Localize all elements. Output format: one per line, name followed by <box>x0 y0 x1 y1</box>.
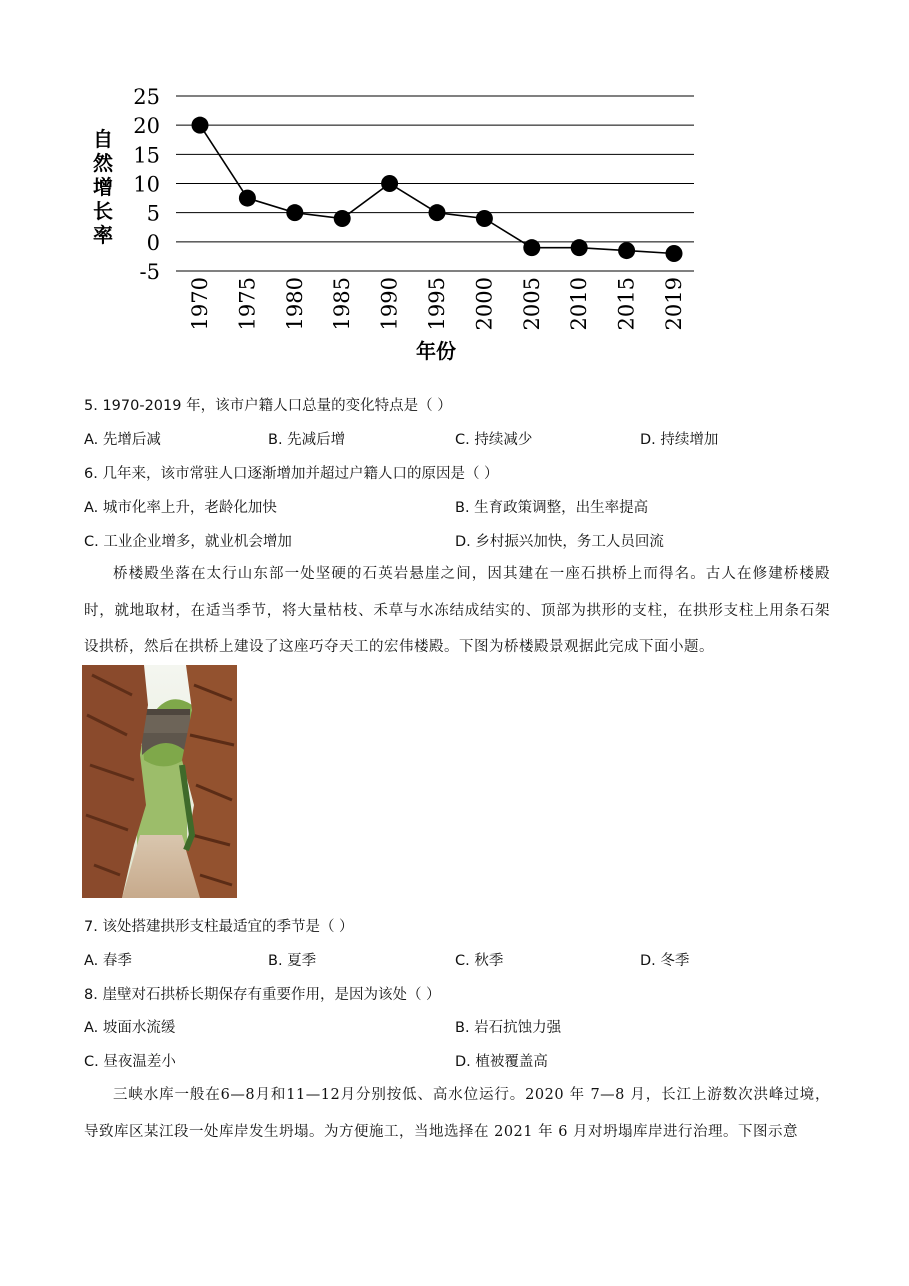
growth-rate-chart <box>0 0 909 380</box>
q5-option-b[interactable]: B. 先减后增 <box>268 432 346 448</box>
data-point <box>381 175 398 192</box>
data-points <box>192 117 683 262</box>
data-point <box>239 190 256 207</box>
q8-option-d[interactable]: D. 植被覆盖高 <box>455 1054 548 1070</box>
q8-option-c[interactable]: C. 昼夜温差小 <box>84 1054 176 1070</box>
q8-stem: 8. 崖壁对石拱桥长期保存有重要作用，是因为该处（ ） <box>84 987 441 1003</box>
q6-option-b[interactable]: B. 生育政策调整，出生率提高 <box>455 500 649 516</box>
q6-option-c[interactable]: C. 工业企业增多，就业机会增加 <box>84 534 292 550</box>
data-point <box>523 239 540 256</box>
series-line <box>200 125 674 253</box>
q5-stem: 5. 1970-2019 年，该市户籍人口总量的变化特点是（ ） <box>84 398 452 414</box>
q7-option-d[interactable]: D. 冬季 <box>640 953 690 969</box>
data-point <box>571 239 588 256</box>
x-tick-label: 1985 <box>330 277 355 331</box>
q6-option-a[interactable]: A. 城市化率上升，老龄化加快 <box>84 500 277 516</box>
qiaolou-photo <box>82 665 237 898</box>
y-axis-label-char: 率 <box>93 223 113 247</box>
x-axis-label: 年份 <box>416 339 456 363</box>
x-tick-label: 1975 <box>235 277 260 331</box>
y-axis-label-char: 长 <box>93 199 113 223</box>
q8-option-a[interactable]: A. 坡面水流缓 <box>84 1020 176 1036</box>
q5-option-a[interactable]: A. 先增后减 <box>84 432 161 448</box>
y-tick-label: 20 <box>133 114 160 139</box>
y-tick-label: 0 <box>146 230 160 255</box>
q7-option-a[interactable]: A. 春季 <box>84 953 132 969</box>
y-tick-label: -5 <box>139 260 160 284</box>
q6-stem: 6. 几年来，该市常驻人口逐渐增加并超过户籍人口的原因是（ ） <box>84 466 499 482</box>
data-point <box>618 242 635 259</box>
passage-three-gorges: 三峡水库一般在6—8月和11—12月分别按低、高水位运行。2020 年 7—8 月，长江上游数次洪峰过境，导致库区某江段一处库岸发生坍塌。为方便施工，当地选择在 2021 年 6 月对坍塌库岸进行治理。下图示意 <box>84 1087 830 1140</box>
q8-option-b[interactable]: B. 岩石抗蚀力强 <box>455 1020 562 1036</box>
y-axis-label-char: 然 <box>93 151 113 175</box>
q5-option-c[interactable]: C. 持续减少 <box>455 432 533 448</box>
x-tick-label: 1990 <box>377 277 402 331</box>
q7-option-c[interactable]: C. 秋季 <box>455 953 504 969</box>
q6-option-d[interactable]: D. 乡村振兴加快，务工人员回流 <box>455 534 664 550</box>
x-tick-label: 2019 <box>662 277 686 331</box>
x-tick-label: 2015 <box>614 277 639 331</box>
data-point <box>666 245 683 262</box>
q5-option-d[interactable]: D. 持续增加 <box>640 432 719 448</box>
passage-qiaolou: 桥楼殿坐落在太行山东部一处坚硬的石英岩悬崖之间，因其建在一座石拱桥上而得名。古人在修建桥楼殿时，就地取材，在适当季节，将大量枯枝、禾草与水冻结成结实的、顶部为拱形的支柱，在拱形支柱上用条石架设拱桥，然后在拱桥上建设了这座巧夺天工的宏伟楼殿。下图为桥楼殿景观据此完成下面小题。 <box>84 566 830 655</box>
y-axis-label-char: 增 <box>93 175 113 199</box>
x-tick-label: 2005 <box>519 277 544 331</box>
data-point <box>429 204 446 221</box>
x-tick-label: 2000 <box>472 277 497 331</box>
data-point <box>476 210 493 227</box>
y-axis-tick-labels <box>133 85 160 284</box>
data-point <box>192 117 209 134</box>
chart-gridlines <box>176 96 694 271</box>
y-tick-label: 15 <box>133 143 160 168</box>
x-tick-label: 1980 <box>282 277 307 331</box>
x-tick-label: 2010 <box>567 277 592 331</box>
x-tick-label: 1970 <box>188 277 212 331</box>
q7-stem: 7. 该处搭建拱形支柱最适宜的季节是（ ） <box>84 919 354 935</box>
y-axis-label-char: 自 <box>93 127 113 151</box>
x-axis-tick-labels <box>188 277 686 330</box>
q7-option-b[interactable]: B. 夏季 <box>268 953 317 969</box>
data-point <box>286 204 303 221</box>
data-point <box>334 210 351 227</box>
y-tick-label: 25 <box>133 85 160 109</box>
y-tick-label: 5 <box>146 201 160 226</box>
y-axis-label <box>93 127 114 247</box>
y-tick-label: 10 <box>133 172 160 197</box>
x-tick-label: 1995 <box>425 277 449 331</box>
